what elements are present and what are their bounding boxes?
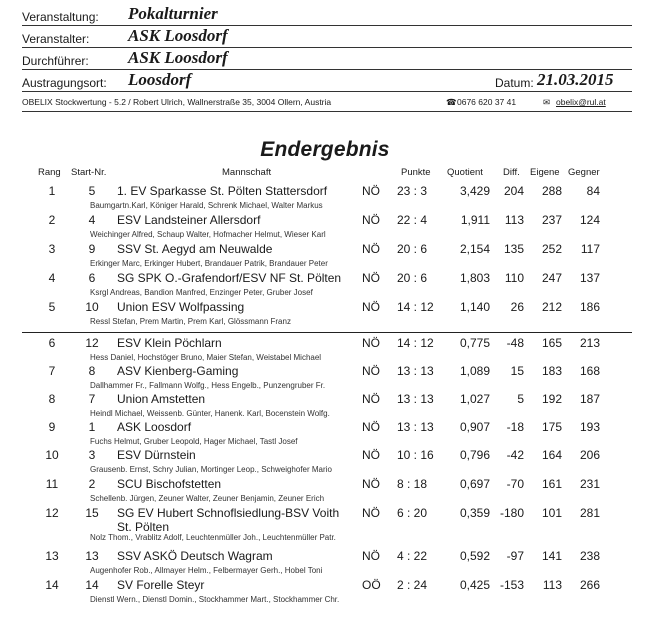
cell-punkte: 6 : 20 [397, 506, 428, 520]
durchfuehrer-label: Durchführer: [22, 54, 89, 68]
table-row [0, 392, 650, 421]
top5-separator [22, 332, 632, 333]
col-punkte: Punkte [401, 167, 431, 178]
veranstaltung-value: Pokalturnier [128, 4, 218, 23]
cell-eigene: 237 [541, 213, 562, 227]
table-row [0, 242, 650, 271]
cell-team: ASV Kienberg-Gaming [117, 364, 239, 378]
cell-start: 7 [88, 392, 96, 406]
cell-start: 10 [85, 300, 99, 314]
cell-players: Heindl Michael, Weissenb. Günter, Hanenk. Karl, Bocenstein Wolfg. [90, 409, 330, 418]
cell-start: 2 [88, 477, 96, 491]
table-row [0, 549, 650, 578]
cell-players: Grausenb. Ernst, Schry Julian, Mortinger Leop., Schweighofer Mario [90, 465, 332, 474]
cell-land: NÖ [362, 184, 380, 198]
cell-quotient: 1,027 [459, 392, 490, 406]
cell-eigene: 164 [541, 448, 562, 462]
col-rang: Rang [38, 167, 61, 178]
cell-land: NÖ [362, 213, 380, 227]
cell-quotient: 0,775 [459, 336, 490, 350]
cell-team: SG SPK O.-Grafendorf/ESV NF St. Pölten [117, 271, 342, 285]
cell-gegner: 186 [579, 300, 600, 314]
datum-value: 21.03.2015 [537, 70, 614, 89]
divider [22, 111, 632, 112]
mail-icon: ✉ [543, 97, 551, 107]
table-row [0, 336, 650, 365]
cell-start: 1 [88, 420, 96, 434]
cell-punkte: 20 : 6 [397, 242, 428, 256]
cell-punkte: 13 : 13 [397, 364, 434, 378]
cell-start: 6 [88, 271, 96, 285]
cell-players: Erkinger Marc, Erkinger Hubert, Brandauer Patrik, Brandauer Peter [90, 259, 328, 268]
cell-team: ESV Dürnstein [117, 448, 196, 462]
cell-start: 13 [85, 549, 99, 563]
cell-punkte: 13 : 13 [397, 392, 434, 406]
cell-diff: -48 [506, 336, 524, 350]
cell-rang: 1 [48, 184, 56, 198]
cell-players: Fuchs Helmut, Gruber Leopold, Hager Michael, Tastl Josef [90, 437, 298, 446]
divider [22, 91, 632, 92]
cell-team: SSV ASKÖ Deutsch Wagram [117, 549, 273, 563]
cell-players: Weichinger Alfred, Schaup Walter, Hofmacher Helmut, Wieser Karl [90, 230, 326, 239]
cell-team: 1. EV Sparkasse St. Pölten Stattersdorf [117, 184, 328, 198]
cell-rang: 11 [45, 477, 59, 491]
table-row [0, 448, 650, 477]
cell-land: NÖ [362, 242, 380, 256]
cell-punkte: 23 : 3 [397, 184, 428, 198]
cell-start: 3 [88, 448, 96, 462]
cell-gegner: 193 [579, 420, 600, 434]
cell-diff: -97 [506, 549, 524, 563]
cell-rang: 2 [48, 213, 56, 227]
cell-punkte: 22 : 4 [397, 213, 428, 227]
table-row [0, 213, 650, 242]
cell-team: ESV Klein Pöchlarn [117, 336, 222, 350]
cell-diff: 5 [517, 392, 524, 406]
ort-value: Loosdorf [128, 70, 192, 89]
cell-players: Ksrgl Andreas, Bandion Manfred, Enzinger Peter, Gruber Josef [90, 288, 313, 297]
cell-eigene: 161 [541, 477, 562, 491]
cell-quotient: 1,803 [459, 271, 490, 285]
cell-eigene: 101 [541, 506, 562, 520]
cell-diff: 110 [504, 271, 524, 285]
cell-punkte: 8 : 18 [397, 477, 428, 491]
cell-land: NÖ [362, 448, 380, 462]
cell-quotient: 1,911 [460, 213, 490, 227]
organizer-email[interactable]: obelix@rul.at [556, 97, 606, 107]
datum-label: Datum: [495, 76, 534, 90]
table-row [0, 271, 650, 300]
cell-land: NÖ [362, 300, 380, 314]
organizer-phone: 0676 620 37 41 [457, 97, 517, 107]
cell-quotient: 0,592 [459, 549, 490, 563]
cell-diff: 113 [504, 213, 524, 227]
cell-rang: 3 [48, 242, 56, 256]
cell-diff: -42 [506, 448, 524, 462]
cell-gegner: 281 [579, 506, 600, 520]
cell-start: 14 [85, 578, 99, 592]
cell-diff: -153 [499, 578, 524, 592]
cell-land: NÖ [362, 336, 380, 350]
cell-quotient: 0,359 [459, 506, 490, 520]
col-gegner: Gegner [568, 167, 600, 178]
cell-quotient: 0,425 [459, 578, 490, 592]
cell-eigene: 247 [541, 271, 562, 285]
cell-land: NÖ [362, 392, 380, 406]
col-quotient: Quotient [447, 167, 483, 178]
cell-gegner: 137 [579, 271, 600, 285]
cell-diff: 26 [510, 300, 524, 314]
cell-gegner: 124 [579, 213, 600, 227]
cell-eigene: 141 [541, 549, 562, 563]
cell-players: Nolz Thom., Vrablitz Adolf, Leuchtenmüller Joh., Leuchtenmüller Patr. [90, 533, 336, 542]
cell-team-line2: St. Pölten [117, 520, 170, 534]
veranstaltung-label: Veranstaltung: [22, 10, 99, 24]
cell-diff: -70 [506, 477, 524, 491]
cell-team: SSV St. Aegyd am Neuwalde [117, 242, 273, 256]
cell-gegner: 187 [579, 392, 600, 406]
cell-quotient: 2,154 [459, 242, 490, 256]
table-row [0, 364, 650, 393]
col-diff: Diff. [503, 167, 520, 178]
veranstalter-label: Veranstalter: [22, 32, 90, 46]
table-row [0, 420, 650, 449]
cell-eigene: 288 [541, 184, 562, 198]
cell-quotient: 1,089 [459, 364, 490, 378]
page-title: Endergebnis [260, 138, 390, 161]
cell-gegner: 168 [579, 364, 600, 378]
organizer-address: OBELIX Stockwertung - 5.2 / Robert Ulrich, Wallnerstraße 35, 3004 Ollern, Austria [22, 97, 332, 107]
cell-players: Augenhofer Rob., Allmayer Helm., Felbermayer Gerh., Hobel Toni [90, 566, 323, 575]
cell-diff: -18 [506, 420, 524, 434]
cell-diff: -180 [499, 506, 524, 520]
cell-eigene: 212 [541, 300, 562, 314]
cell-eigene: 175 [541, 420, 562, 434]
cell-players: Dallhammer Fr., Fallmann Wolfg., Hess Engelb., Punzengruber Fr. [90, 381, 326, 390]
cell-rang: 14 [45, 578, 59, 592]
cell-land: OÖ [362, 578, 381, 592]
cell-rang: 8 [48, 392, 56, 406]
cell-team: ESV Landsteiner Allersdorf [117, 213, 261, 227]
cell-team: SCU Bischofstetten [117, 477, 222, 491]
table-row [0, 300, 650, 329]
table-row [0, 578, 650, 607]
cell-punkte: 14 : 12 [397, 300, 434, 314]
cell-start: 9 [88, 242, 96, 256]
cell-start: 12 [85, 336, 99, 350]
cell-punkte: 20 : 6 [397, 271, 428, 285]
cell-start: 8 [88, 364, 96, 378]
cell-punkte: 4 : 22 [397, 549, 428, 563]
cell-gegner: 266 [579, 578, 600, 592]
cell-rang: 9 [48, 420, 56, 434]
cell-gegner: 231 [579, 477, 600, 491]
cell-start: 15 [85, 506, 99, 520]
cell-quotient: 0,796 [459, 448, 490, 462]
cell-punkte: 2 : 24 [397, 578, 428, 592]
cell-team: Union Amstetten [117, 392, 206, 406]
cell-team: SV Forelle Steyr [117, 578, 205, 592]
cell-diff: 15 [510, 364, 524, 378]
durchfuehrer-value: ASK Loosdorf [128, 48, 228, 67]
header-veranstalter [22, 26, 632, 48]
cell-players: Schellenb. Jürgen, Zeuner Walter, Zeuner Benjamin, Zeuner Erich [90, 494, 325, 503]
table-row [0, 506, 650, 548]
cell-eigene: 252 [541, 242, 562, 256]
cell-players: Dienstl Wern., Dienstl Domin., Stockhammer Mart., Stockhammer Chr. [90, 595, 340, 604]
cell-land: NÖ [362, 549, 380, 563]
cell-rang: 12 [45, 506, 59, 520]
header-austragungsort [22, 70, 632, 92]
cell-gegner: 84 [586, 184, 600, 198]
cell-diff: 204 [503, 184, 524, 198]
cell-start: 4 [88, 213, 96, 227]
cell-eigene: 165 [541, 336, 562, 350]
cell-land: NÖ [362, 364, 380, 378]
cell-team: Union ESV Wolfpassing [117, 300, 245, 314]
cell-eigene: 113 [542, 578, 562, 592]
table-row [0, 477, 650, 506]
col-eigene: Eigene [530, 167, 560, 178]
phone-icon: ☎ [446, 97, 457, 107]
table-row [0, 184, 650, 213]
cell-quotient: 0,907 [459, 420, 490, 434]
cell-eigene: 192 [541, 392, 562, 406]
cell-players: Baumgartn.Karl, Königer Harald, Schrenk Michael, Walter Markus [90, 201, 323, 210]
cell-land: NÖ [362, 420, 380, 434]
cell-rang: 4 [48, 271, 56, 285]
cell-rang: 7 [48, 364, 56, 378]
ort-label: Austragungsort: [22, 76, 107, 90]
cell-land: NÖ [362, 506, 380, 520]
cell-rang: 6 [48, 336, 56, 350]
cell-start: 5 [88, 184, 96, 198]
cell-land: NÖ [362, 271, 380, 285]
cell-punkte: 14 : 12 [397, 336, 434, 350]
col-start: Start-Nr. [71, 167, 107, 178]
cell-land: NÖ [362, 477, 380, 491]
cell-players: Ressl Stefan, Prem Martin, Prem Karl, Glössmann Franz [90, 317, 291, 326]
cell-rang: 10 [45, 448, 59, 462]
cell-players: Hess Daniel, Hochstöger Bruno, Maier Stefan, Weistabel Michael [90, 353, 322, 362]
cell-quotient: 1,140 [459, 300, 490, 314]
cell-gegner: 206 [579, 448, 600, 462]
cell-team: ASK Loosdorf [117, 420, 192, 434]
cell-quotient: 3,429 [459, 184, 490, 198]
col-mannschaft: Mannschaft [222, 167, 272, 178]
veranstalter-value: ASK Loosdorf [128, 26, 228, 45]
cell-gegner: 213 [579, 336, 600, 350]
cell-gegner: 238 [579, 549, 600, 563]
cell-rang: 13 [45, 549, 59, 563]
cell-gegner: 117 [580, 242, 600, 256]
header-durchfuehrer [22, 48, 632, 70]
cell-quotient: 0,697 [459, 477, 490, 491]
cell-rang: 5 [48, 300, 56, 314]
cell-eigene: 183 [541, 364, 562, 378]
cell-diff: 135 [503, 242, 524, 256]
cell-punkte: 13 : 13 [397, 420, 434, 434]
cell-team: SG EV Hubert Schnoflsiedlung-BSV Voith [117, 506, 340, 520]
header-veranstaltung [22, 4, 632, 26]
cell-punkte: 10 : 16 [397, 448, 434, 462]
